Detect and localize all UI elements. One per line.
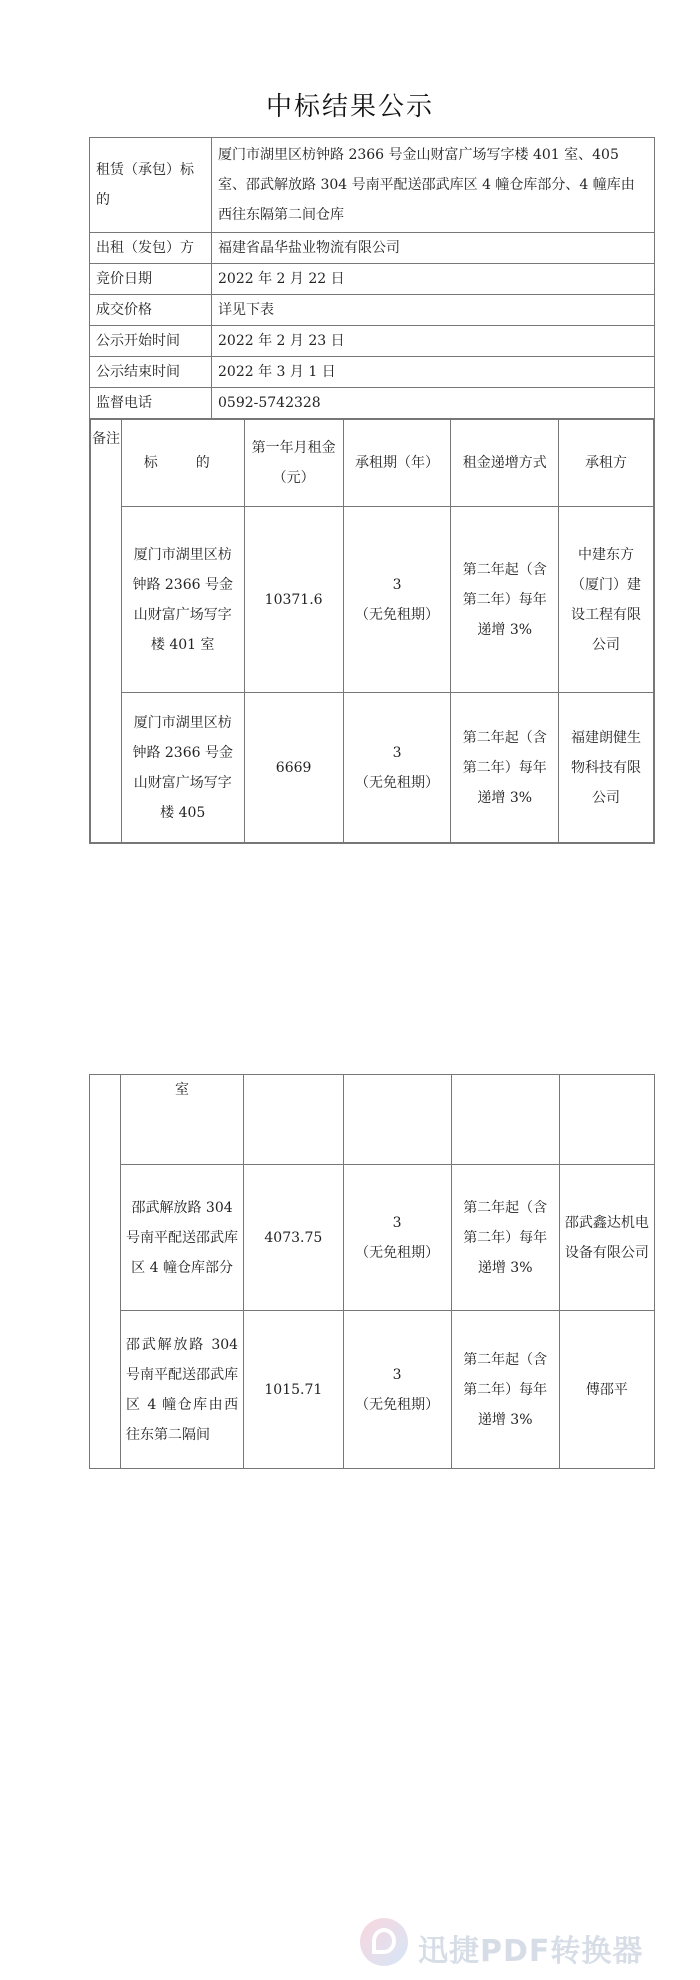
result-table: [90, 419, 654, 843]
info-value: 厦门市湖里区枋钟路 2366 号金山财富广场写字楼 401 室、405 室、邵武解放路 304 号南平配送邵武库区 4 幢仓库部分、4 幢库由西往东隔第二间仓库: [212, 138, 655, 233]
cell-increase: 第二年起（含第二年）每年递增 3%: [451, 693, 559, 843]
result-header-row: [91, 420, 654, 507]
header-increase: 租金递增方式: [451, 420, 559, 507]
cell-tenant: 福建朗健生物科技有限公司: [559, 693, 654, 843]
table-row: [90, 1311, 655, 1469]
table-row: [91, 507, 654, 693]
header-tenant: 承租方: [559, 420, 654, 507]
info-row-bid-date: [90, 264, 655, 295]
info-value: 2022 年 3 月 1 日: [212, 357, 655, 388]
info-value: 0592-5742328: [212, 388, 655, 419]
result-table-continued: [89, 1074, 655, 1469]
cell-increase: 第二年起（含第二年）每年递增 3%: [451, 1165, 559, 1311]
cell-rent: 10371.6: [244, 507, 343, 693]
header-target: 标 的: [121, 420, 244, 507]
info-label: 公示开始时间: [90, 326, 212, 357]
cell-target: 厦门市湖里区枋钟路 2366 号金山财富广场写字楼 405: [121, 693, 244, 843]
cell-increase: 第二年起（含第二年）每年递增 3%: [451, 1311, 559, 1469]
cell-tenant: 邵武鑫达机电设备有限公司: [559, 1165, 654, 1311]
table-row: [90, 1165, 655, 1311]
cell-tenant: 傅邵平: [559, 1311, 654, 1469]
cell-rent: 6669: [244, 693, 343, 843]
info-row-end: [90, 357, 655, 388]
info-table: [89, 137, 655, 844]
info-row-target: [90, 138, 655, 233]
info-value: 福建省晶华盐业物流有限公司: [212, 233, 655, 264]
table-row: [91, 693, 654, 843]
cell-rent: 1015.71: [244, 1311, 344, 1469]
info-label: 监督电话: [90, 388, 212, 419]
watermark-text: 迅捷PDF转换器: [418, 1934, 644, 1969]
cell-target: 邵武解放路 304 号南平配送邵武库区 4 幢仓库由西往东第二隔间: [121, 1311, 244, 1469]
info-row-lessor: [90, 233, 655, 264]
cell-term: 3 （无免租期）: [343, 1165, 451, 1311]
info-row-phone: [90, 388, 655, 419]
header-term: 承租期（年）: [343, 420, 451, 507]
info-label: 租赁（承包）标的: [90, 138, 212, 233]
watermark: [360, 1918, 690, 1968]
cell-target: 邵武解放路 304 号南平配送邵武库区 4 幢仓库部分: [121, 1165, 244, 1311]
info-row-price: [90, 295, 655, 326]
info-row-start: [90, 326, 655, 357]
cell-target: 厦门市湖里区枋钟路 2366 号金山财富广场写字楼 401 室: [121, 507, 244, 693]
info-value: 2022 年 2 月 22 日: [212, 264, 655, 295]
cell-term: 3 （无免租期）: [343, 1311, 451, 1469]
info-label: 成交价格: [90, 295, 212, 326]
cell-increase: 第二年起（含第二年）每年递增 3%: [451, 507, 559, 693]
remark-row: [90, 419, 655, 844]
cell-target: 室: [121, 1075, 244, 1165]
cell-tenant: 中建东方（厦门）建设工程有限公司: [559, 507, 654, 693]
remark-label: 备注: [91, 420, 122, 843]
cell-rent: 4073.75: [244, 1165, 344, 1311]
header-rent: 第一年月租金（元）: [244, 420, 343, 507]
watermark-logo-icon: [360, 1918, 408, 1966]
cell-term: 3 （无免租期）: [343, 693, 451, 843]
info-value: 2022 年 2 月 23 日: [212, 326, 655, 357]
info-label: 竞价日期: [90, 264, 212, 295]
info-label: 出租（发包）方: [90, 233, 212, 264]
info-value: 详见下表: [212, 295, 655, 326]
table-row: [90, 1075, 655, 1165]
cell-term: 3 （无免租期）: [343, 507, 451, 693]
info-label: 公示结束时间: [90, 357, 212, 388]
page-title: 中标结果公示: [265, 92, 434, 122]
